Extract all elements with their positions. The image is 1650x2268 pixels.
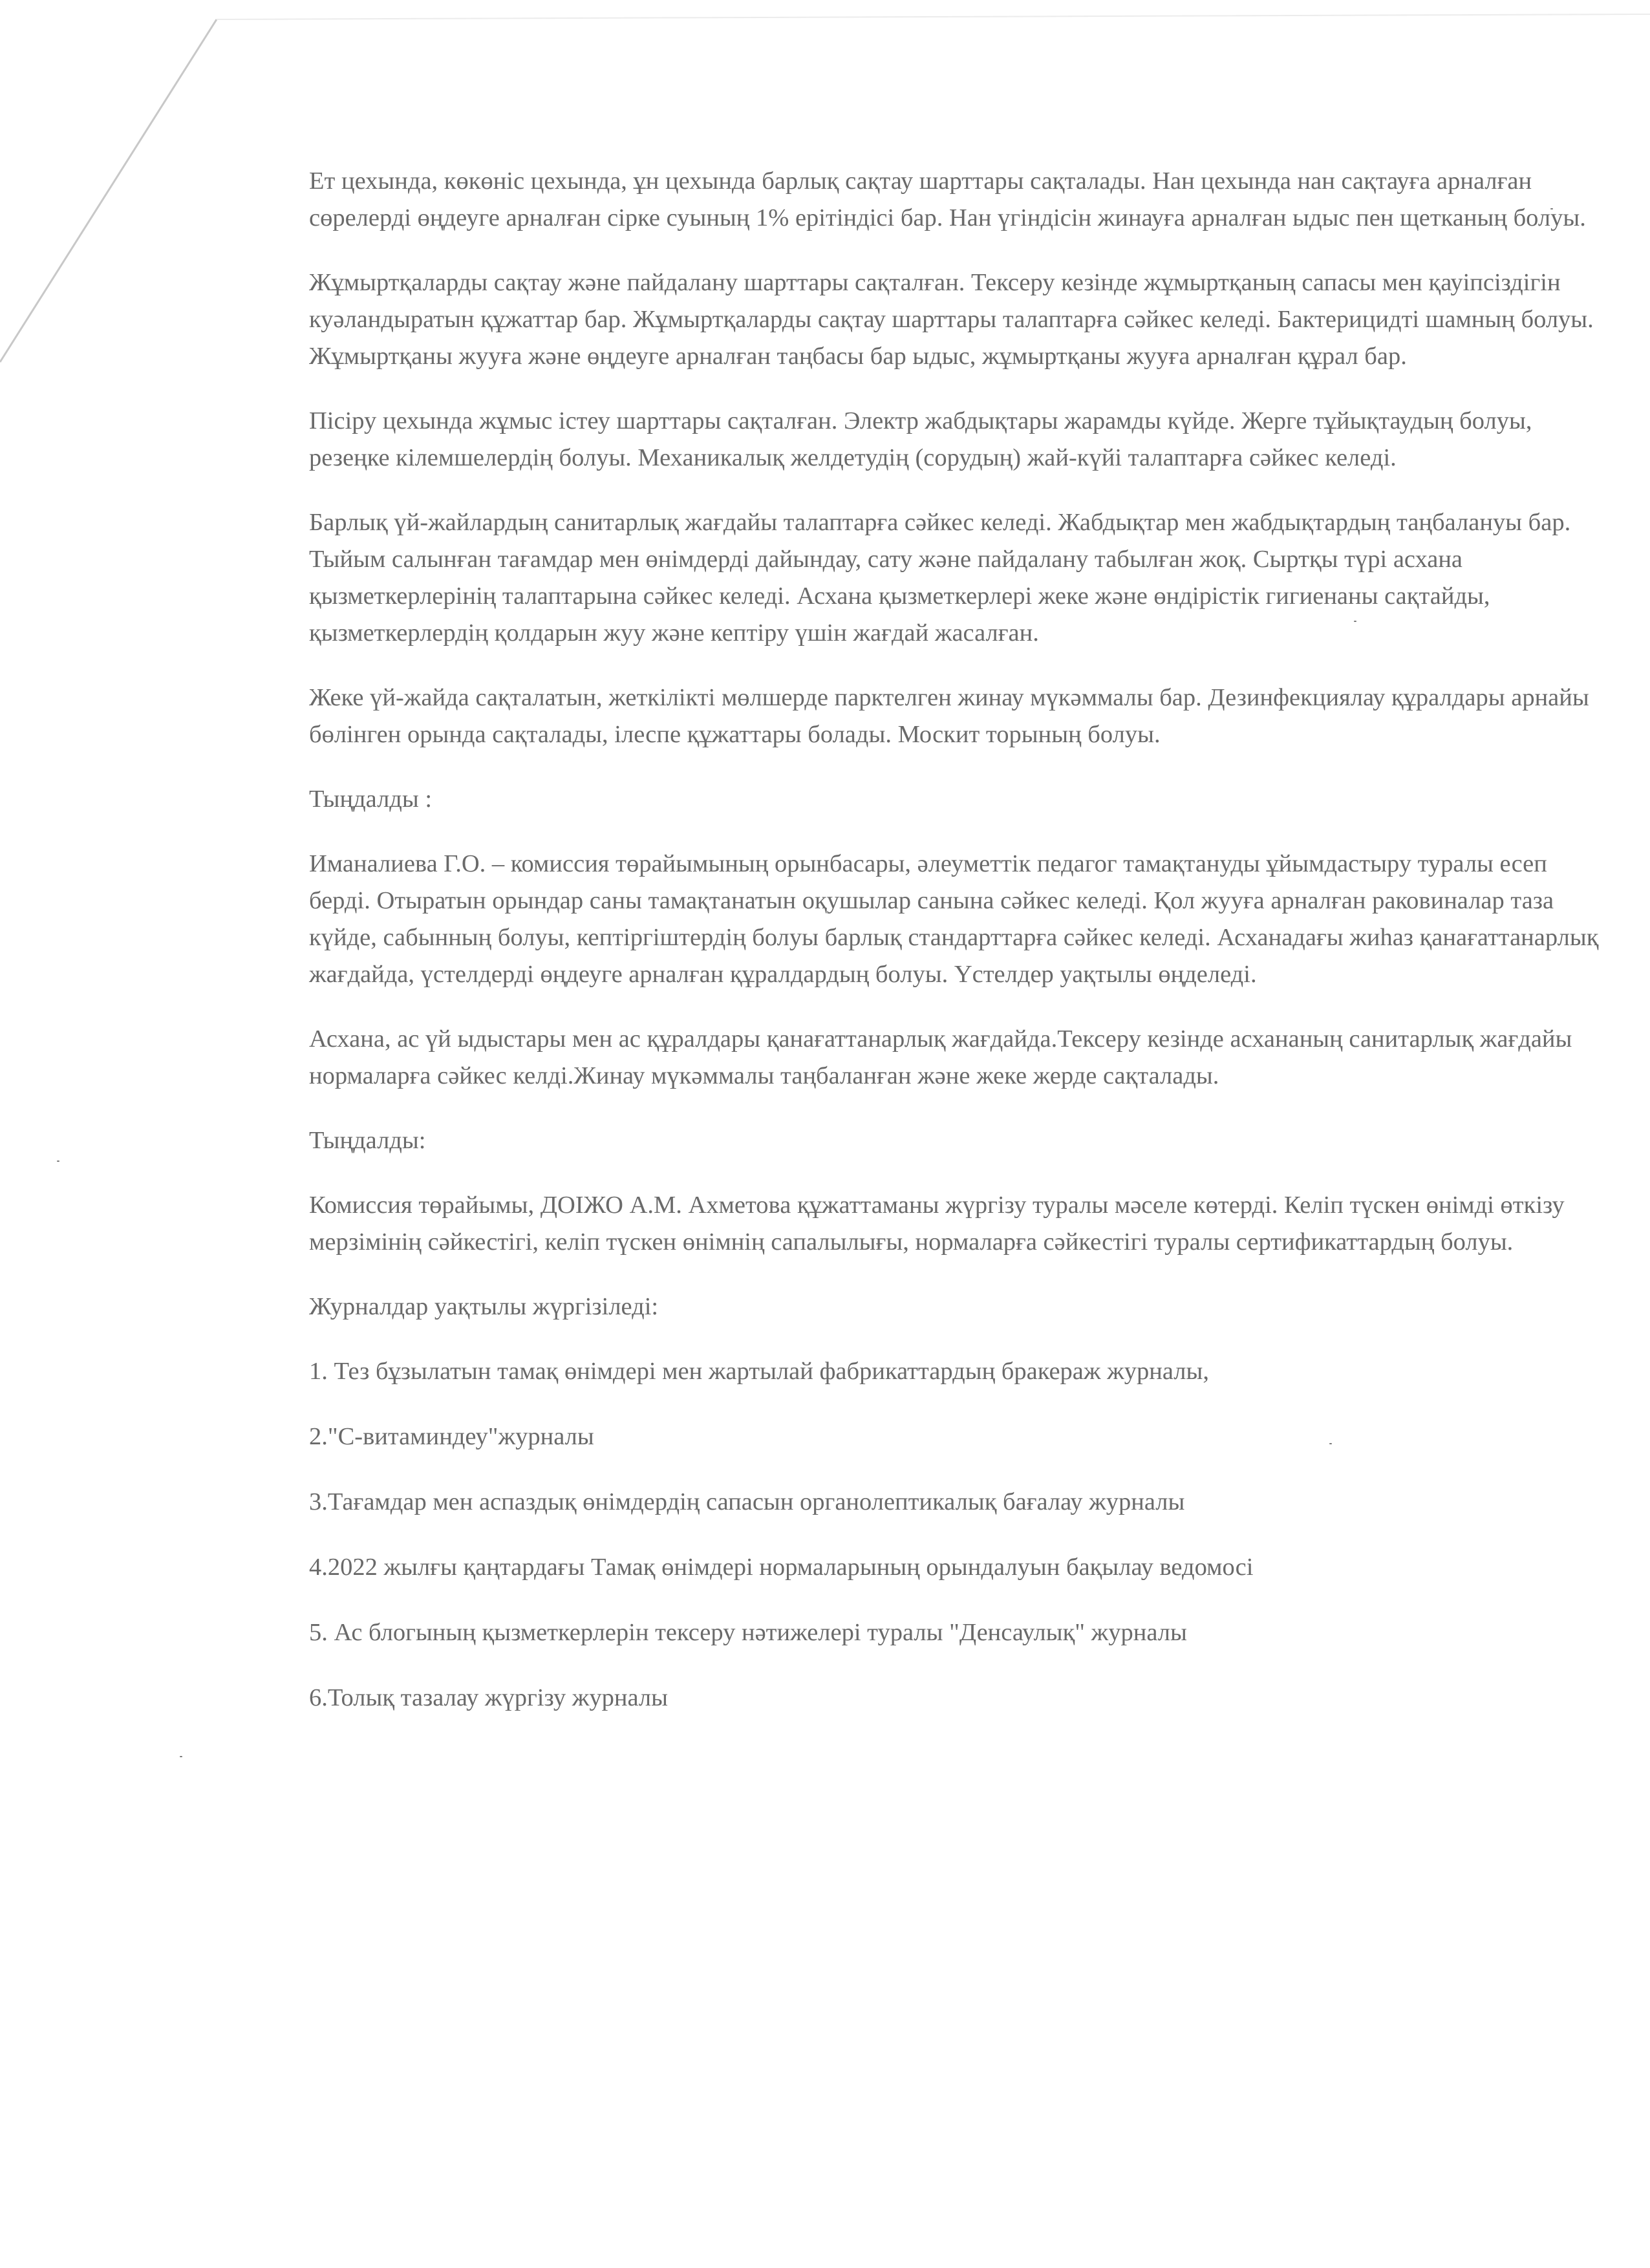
scan-speck bbox=[180, 1756, 182, 1757]
paragraph: Пісіру цехында жұмыс істеу шарттары сақталған. Электр жабдықтары жарамды күйде. Жерге тұйықтаудың болуы, резеңке кілемшелердің болуы. Механикалық желдетудің (сорудың) жай-күйі талаптарға сәйкес келеді. bbox=[309, 407, 1532, 471]
paragraph: Барлық үй-жайлардың санитарлық жағдайы талаптарға сәйкес келеді. Жабдықтар мен жабдықтардың таңбалануы бар. Тыйым салынған тағамдар мен өнімдерді дайындау, сату және пайдалану табылған жоқ. Сыртқы түрі асхана қызметкерлерінің талаптарына сәйкес келеді. Асхана қызметкерлері жеке және өндірістік гигиенаны сақтайды, қызметкерлердің қолдарын жуу және кептіру үшін жағдай жасалған. bbox=[309, 509, 1571, 647]
paragraph: Асхана, ас үй ыдыстары мен ас құралдары қанағаттанарлық жағдайда.Тексеру кезінде асхананың санитарлық жағдайы нормаларға сәйкес келді.Жинау мүкәммалы таңбаланған және жеке жерде сақталады. bbox=[309, 1025, 1572, 1089]
list-item: 3.Тағамдар мен аспаздық өнімдердің сапасын органолептикалық бағалау журналы bbox=[309, 1488, 1185, 1515]
paragraph: Жеке үй-жайда сақталатын, жеткілікті мөлшерде парктелген жинау мүкәммалы бар. Дезинфекциялау құралдары арнайы бөлінген орында сақталады, ілеспе құжаттары болады. Москит торының болуы. bbox=[309, 684, 1589, 748]
paragraph: Иманалиева Г.О. – комиссия төрайымының орынбасары, әлеуметтік педагог тамақтануды ұйымдастыру туралы есеп берді. Отыратын орындар саны тамақтанатын оқушылар санына сәйкес келеді. Қол жууға арналған раковиналар таза күйде, сабынның болуы, кептіргіштердің болуы барлық стандарттарға сәйкес келеді. Асханадағы жиһаз қанағаттанарлық жағдайда, үстелдерді өңдеуге арналған құралдардың болуы. Үстелдер уақтылы өңделеді. bbox=[309, 850, 1599, 988]
list-item: 1. Тез бұзылатын тамақ өнімдері мен жартылай фабрикаттардың бракераж журналы, bbox=[309, 1358, 1209, 1385]
list-item: 2."С-витаминдеу"журналы bbox=[309, 1423, 594, 1450]
list-item: 5. Ас блогының қызметкерлерін тексеру нәтижелері туралы "Денсаулық" журналы bbox=[309, 1619, 1187, 1646]
section-heading: Тыңдалды: bbox=[309, 1127, 426, 1154]
list-item: 4.2022 жылғы қаңтардағы Тамақ өнімдері нормаларының орындалуын бақылау ведомосі bbox=[309, 1554, 1254, 1581]
scan-speck bbox=[57, 1161, 59, 1162]
document-body bbox=[309, 163, 1609, 1745]
paragraph: Журналдар уақтылы жүргізіледі: bbox=[309, 1293, 659, 1320]
list-item: 6.Толық тазалау жүргізу журналы bbox=[309, 1684, 668, 1711]
section-heading: Тыңдалды : bbox=[309, 786, 433, 813]
paragraph: Жұмыртқаларды сақтау және пайдалану шарттары сақталған. Тексеру кезінде жұмыртқаның сапасы мен қауіпсіздігін куәландыратын құжаттар бар. Жұмыртқаларды сақтау шарттары талаптарға сәйкес келеді. Бактерицидті шамның болуы. Жұмыртқаны жууға және өңдеуге арналған таңбасы бар ыдыс, жұмыртқаны жууға арналған құрал бар. bbox=[309, 269, 1594, 370]
paragraph: Ет цехында, көкөніс цехында, ұн цехында барлық сақтау шарттары сақталады. Нан цехында нан сақтауға арналған сөрелерді өңдеуге арналған сірке суының 1% ерітіндісі бар. Нан үгіндісін жинауға арналған ыдыс пен щетканың болуы. bbox=[309, 167, 1586, 231]
paragraph: Комиссия төрайымы, ДОІЖО А.М. Ахметова құжаттаманы жүргізу туралы мәселе көтерді. Келіп түскен өнімді өткізу мерзімінің сәйкестігі, келіп түскен өнімнің сапалылығы, нормаларға сәйкестігі туралы сертификаттардың болуы. bbox=[309, 1192, 1565, 1256]
